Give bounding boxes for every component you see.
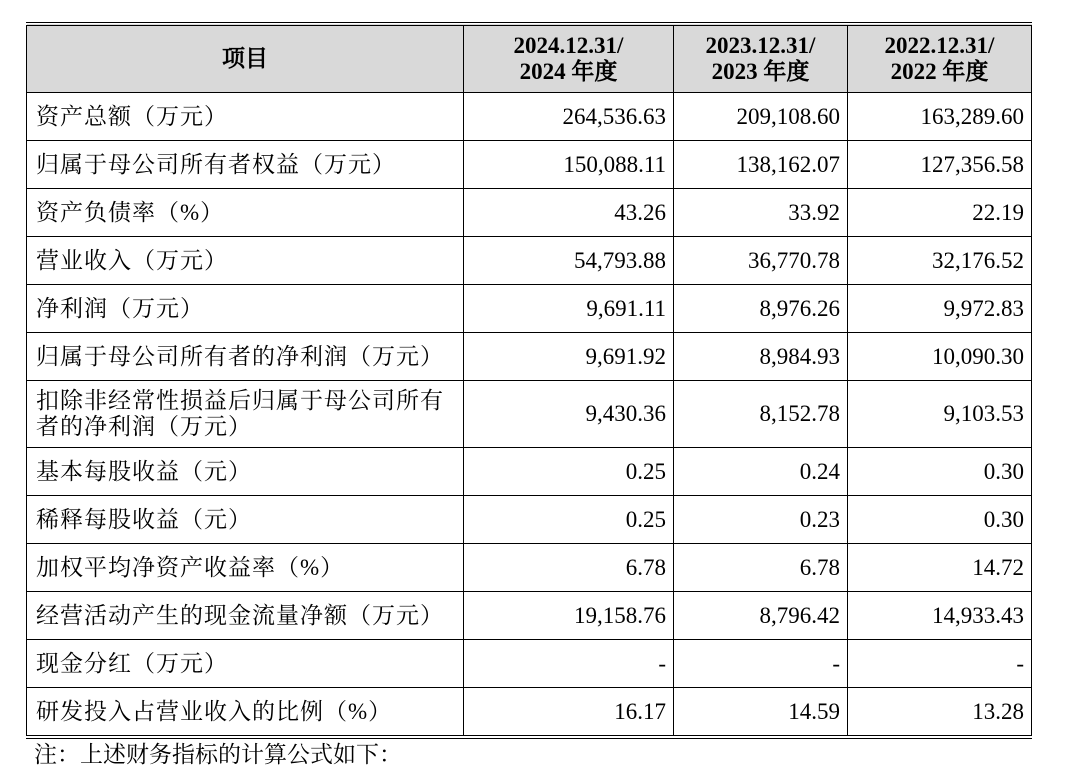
table-footnote: 注：上述财务指标的计算公式如下： <box>34 742 402 767</box>
row-label: 现金分红（万元） <box>27 640 464 688</box>
row-label: 稀释每股收益（元） <box>27 496 464 544</box>
value-2024: 9,430.36 <box>464 381 674 448</box>
value-2024: 0.25 <box>464 496 674 544</box>
row-label: 营业收入（万元） <box>27 237 464 285</box>
value-2022: 9,972.83 <box>848 285 1032 333</box>
table-row <box>27 544 1032 592</box>
value-2023: 8,984.93 <box>674 333 848 381</box>
value-2024: 264,536.63 <box>464 93 674 141</box>
value-2024: 19,158.76 <box>464 592 674 640</box>
value-2024: 0.25 <box>464 448 674 496</box>
value-2022: 9,103.53 <box>848 381 1032 448</box>
value-2024: 6.78 <box>464 544 674 592</box>
header-period-2022-date: 2022.12.31/ <box>884 33 995 58</box>
table-row <box>27 592 1032 640</box>
value-2023: 209,108.60 <box>674 93 848 141</box>
value-2023: 0.24 <box>674 448 848 496</box>
value-2022: - <box>848 640 1032 688</box>
row-label: 研发投入占营业收入的比例（%） <box>27 688 464 738</box>
row-label: 资产负债率（%） <box>27 189 464 237</box>
value-2024: 43.26 <box>464 189 674 237</box>
value-2022: 10,090.30 <box>848 333 1032 381</box>
value-2023: 6.78 <box>674 544 848 592</box>
value-2022: 163,289.60 <box>848 93 1032 141</box>
value-2022: 14.72 <box>848 544 1032 592</box>
table-row <box>27 93 1032 141</box>
value-2023: 8,796.42 <box>674 592 848 640</box>
value-2024: 16.17 <box>464 688 674 738</box>
row-label: 经营活动产生的现金流量净额（万元） <box>27 592 464 640</box>
value-2022: 13.28 <box>848 688 1032 738</box>
header-period-2024-year: 2024 年度 <box>519 59 618 84</box>
table-row <box>27 496 1032 544</box>
value-2024: 9,691.92 <box>464 333 674 381</box>
value-2023: 8,976.26 <box>674 285 848 333</box>
header-row <box>27 24 1032 93</box>
header-item: 项目 <box>27 24 464 93</box>
table-row <box>27 237 1032 285</box>
table-row <box>27 381 1032 448</box>
value-2022: 32,176.52 <box>848 237 1032 285</box>
value-2023: 36,770.78 <box>674 237 848 285</box>
table-row <box>27 448 1032 496</box>
table-header <box>27 24 1032 93</box>
value-2022: 127,356.58 <box>848 141 1032 189</box>
header-period-2022-year: 2022 年度 <box>890 59 989 84</box>
header-period-2023-date: 2023.12.31/ <box>705 33 816 58</box>
header-period-2023-year: 2023 年度 <box>711 59 810 84</box>
row-label: 加权平均净资产收益率（%） <box>27 544 464 592</box>
row-label: 基本每股收益（元） <box>27 448 464 496</box>
value-2022: 0.30 <box>848 496 1032 544</box>
value-2023: 14.59 <box>674 688 848 738</box>
row-label: 归属于母公司所有者权益（万元） <box>27 141 464 189</box>
header-period-2023 <box>674 24 848 93</box>
table-body <box>27 93 1032 738</box>
table-row <box>27 189 1032 237</box>
row-label: 资产总额（万元） <box>27 93 464 141</box>
value-2024: 9,691.11 <box>464 285 674 333</box>
value-2022: 14,933.43 <box>848 592 1032 640</box>
financial-indicators-table <box>26 22 1032 739</box>
table-row <box>27 688 1032 738</box>
value-2024: 150,088.11 <box>464 141 674 189</box>
table-row <box>27 333 1032 381</box>
header-period-2022 <box>848 24 1032 93</box>
value-2023: - <box>674 640 848 688</box>
row-label: 扣除非经常性损益后归属于母公司所有者的净利润（万元） <box>27 381 464 448</box>
header-period-2024-date: 2024.12.31/ <box>513 33 624 58</box>
table-row <box>27 141 1032 189</box>
value-2022: 0.30 <box>848 448 1032 496</box>
value-2023: 0.23 <box>674 496 848 544</box>
header-period-2024 <box>464 24 674 93</box>
value-2022: 22.19 <box>848 189 1032 237</box>
value-2023: 33.92 <box>674 189 848 237</box>
row-label: 归属于母公司所有者的净利润（万元） <box>27 333 464 381</box>
value-2023: 8,152.78 <box>674 381 848 448</box>
table-row <box>27 285 1032 333</box>
value-2023: 138,162.07 <box>674 141 848 189</box>
financial-indicators-table-container <box>26 22 1031 739</box>
value-2024: - <box>464 640 674 688</box>
table-row <box>27 640 1032 688</box>
row-label: 净利润（万元） <box>27 285 464 333</box>
value-2024: 54,793.88 <box>464 237 674 285</box>
